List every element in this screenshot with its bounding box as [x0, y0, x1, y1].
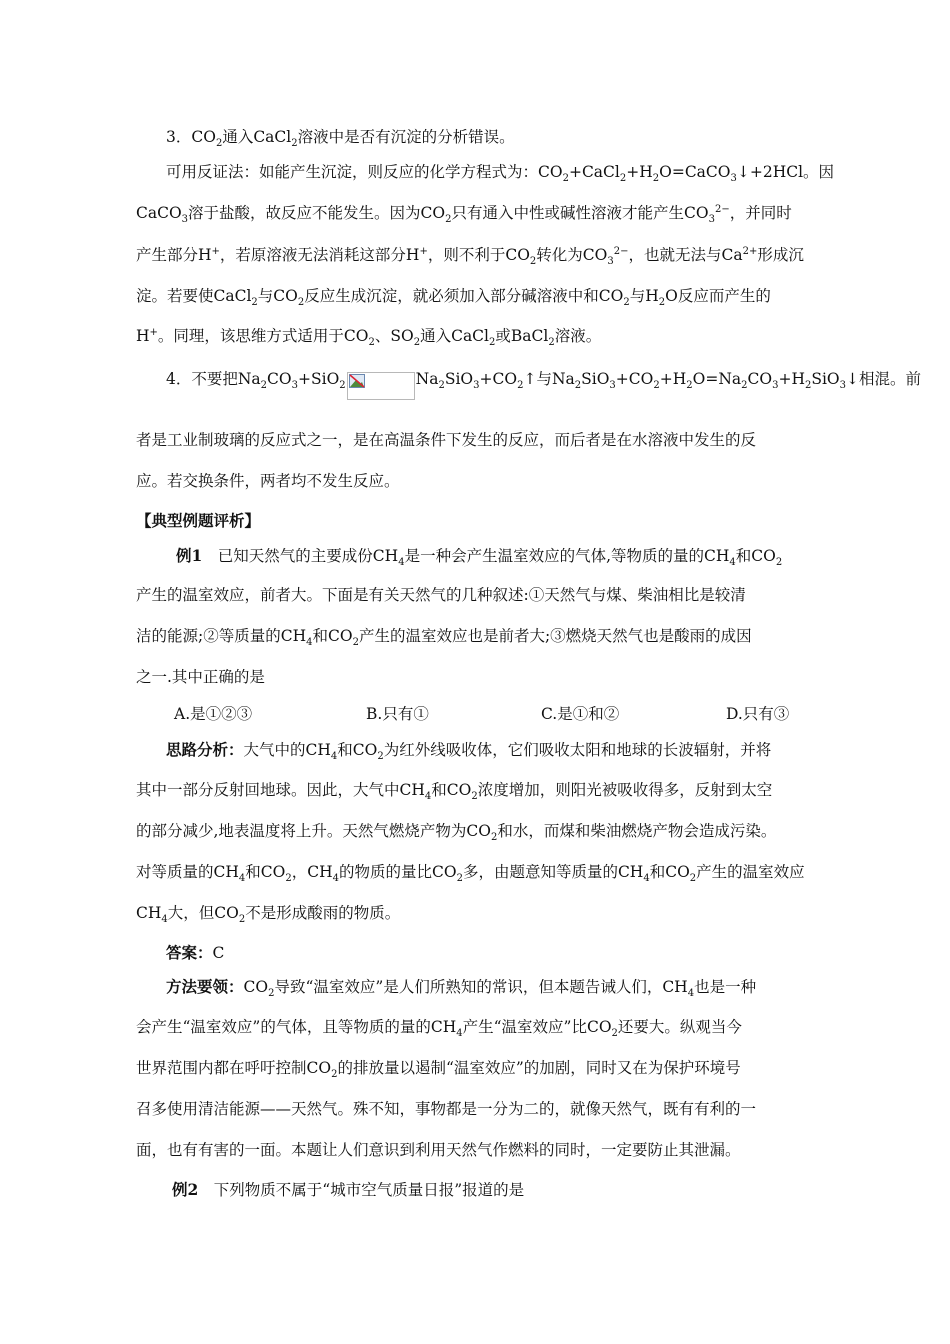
subscript: 2	[297, 297, 305, 309]
subscript: 3	[708, 214, 715, 226]
subscript: 2	[611, 1028, 618, 1040]
subscript: 4	[238, 873, 246, 885]
text-segment: +SiO	[298, 370, 340, 388]
method-line3	[136, 1058, 816, 1079]
subscript: 2	[489, 337, 496, 349]
subscript: 4	[306, 637, 313, 649]
subscript: 3	[839, 380, 847, 392]
analysis-line2	[136, 780, 816, 801]
subscript: 2	[491, 832, 498, 844]
text-segment: 导致“温室效应”是人们所熟知的常识，但本题告诫人们，CH	[274, 978, 688, 996]
text-segment: 的排放量以遏制“温室效应”的加剧，同时又在为保护环境号	[337, 1059, 741, 1077]
item4-line3: 应。若交换条件，两者均不发生反应。	[136, 472, 400, 490]
subscript: 2	[658, 297, 666, 309]
text-segment: 产生“温室效应”比CO	[462, 1018, 612, 1036]
text-segment: 大，但CO	[167, 904, 239, 922]
example2-label: 例2	[172, 1180, 199, 1199]
text-segment: 为红外线吸收体，它们吸收太阳和地球的长波辐射，并将	[383, 741, 772, 759]
subscript: 2	[689, 873, 697, 885]
superscript: +	[149, 326, 158, 338]
item3-line5	[136, 326, 816, 347]
subscript: 2	[471, 791, 478, 803]
subscript: 4	[424, 791, 432, 803]
text-segment: 可用反证法：如能产生沉淀，则反应的化学方程式为：CO	[166, 163, 563, 181]
subscript: 4	[729, 557, 736, 569]
text-segment: 和水，而煤和柴油燃烧产物会造成污染。	[497, 822, 777, 840]
text-segment: 是一种会产生温室效应的气体,等物质的量的CH	[404, 547, 730, 565]
text-segment: SiO	[811, 370, 840, 388]
typical-examples-heading: 【典型例题评析】	[136, 511, 261, 530]
text-segment: +CaCl	[568, 163, 620, 181]
text-segment: 洁的能源;②等质量的CH	[136, 627, 307, 645]
option-a: A.是①②③	[174, 705, 253, 723]
example1-line2: 产生的温室效应，前者大。下面是有关天然气的几种叙述:①天然气与煤、柴油相比是较清	[136, 586, 746, 604]
text-segment: 的物质的量比CO	[338, 863, 457, 881]
text-segment: 形成沉	[757, 246, 804, 264]
subscript: 2	[456, 873, 463, 885]
item3-line3	[136, 245, 816, 266]
text-segment: 和CO	[431, 781, 472, 799]
text-segment: 转化为CO	[536, 246, 608, 264]
option-c: C.是①和②	[541, 705, 620, 723]
text-segment: Na	[415, 370, 439, 388]
subscript: 2	[652, 173, 660, 185]
text-segment: ↑与Na	[523, 370, 575, 388]
subscript: 3	[473, 380, 480, 392]
option-b: B.只有①	[366, 705, 429, 723]
superscript: +	[211, 245, 220, 257]
subscript: 2	[686, 380, 693, 392]
subscript: 4	[398, 557, 405, 569]
text-segment: +CO	[479, 370, 518, 388]
text-segment: 只有通入中性或碱性溶液才能产生CO	[451, 204, 709, 222]
text-segment: 、SO	[374, 327, 414, 345]
text-segment: 溶液中是否有沉淀的分析错误。	[297, 128, 515, 146]
subscript: 4	[687, 988, 695, 1000]
text-segment: +H	[626, 163, 653, 181]
text-segment: ，则不利于CO	[427, 246, 530, 264]
text-segment: SiO	[581, 370, 610, 388]
text-segment: 淀。若要使CaCl	[136, 287, 252, 305]
text-segment: 和CO	[312, 627, 353, 645]
item3-line2	[136, 203, 816, 224]
text-segment: 通入CaCl	[222, 128, 292, 146]
subscript: 2	[291, 138, 298, 150]
superscript: +	[419, 245, 428, 257]
subscript: 2	[517, 380, 524, 392]
method-line5: 面，也有有害的一面。本题让人们意识到利用天然气作燃料的同时，一定要防止其泄漏。	[136, 1141, 741, 1159]
subscript: 4	[332, 873, 339, 885]
text-segment: CO	[243, 978, 269, 996]
text-segment: +CO	[615, 370, 654, 388]
subscript: 3	[772, 380, 779, 392]
method-line2	[136, 1017, 816, 1038]
item4-line2: 者是工业制玻璃的反应式之一，是在高温条件下发生的反应，而后者是在水溶液中发生的反	[136, 431, 757, 449]
analysis-line1	[166, 739, 846, 761]
text-segment: 已知天然气的主要成份CH	[202, 547, 399, 565]
superscript: 2+	[742, 245, 758, 257]
broken-image-placeholder	[347, 372, 415, 400]
subscript: 4	[330, 751, 338, 763]
text-segment: ，并同时	[729, 204, 792, 222]
subscript: 3	[181, 214, 189, 226]
method-line4: 召多使用清洁能源——天然气。殊不知，事物都是一分为二的，就像天然气，既有有利的一	[136, 1100, 757, 1118]
subscript: 2	[260, 380, 268, 392]
subscript: 2	[251, 297, 258, 309]
text-segment: SiO	[444, 370, 474, 388]
subscript: 2	[804, 380, 812, 392]
subscript: 2	[352, 637, 359, 649]
subscript: 2	[548, 337, 555, 349]
text-segment: O反应而产生的	[665, 287, 771, 305]
text-segment: O=CaCO	[659, 163, 731, 181]
example2-text: 下列物质不属于“城市空气质量日报”报道的是	[198, 1181, 525, 1199]
text-segment: +H	[659, 370, 687, 388]
analysis-line1-text	[243, 741, 772, 763]
text-segment: 和CO	[649, 863, 690, 881]
text-segment: 世界范围内都在呼吁控制CO	[136, 1059, 332, 1077]
text-segment: 与CO	[257, 287, 298, 305]
subscript: 2	[377, 751, 384, 763]
text-segment: 不是形成酸雨的物质。	[245, 904, 401, 922]
subscript: 2	[529, 256, 537, 268]
item3-title	[166, 127, 846, 148]
subscript: 2	[285, 873, 292, 885]
subscript: 4	[456, 1028, 463, 1040]
method-line1	[166, 976, 846, 998]
subscript: 3	[730, 173, 737, 185]
text-segment: CO	[267, 370, 292, 388]
text-segment: 大气中的CH	[243, 741, 331, 759]
text-segment: 。同理，该思维方式适用于CO	[157, 327, 369, 345]
subscript: 2	[268, 988, 275, 1000]
subscript: 2	[445, 214, 452, 226]
subscript: 2	[574, 380, 582, 392]
text-segment: 浓度增加，则阳光被吸收得多，反射到太空	[477, 781, 773, 799]
subscript: 2	[331, 1069, 338, 1081]
text-segment: CO	[747, 370, 773, 388]
subscript: 2	[619, 173, 627, 185]
subscript: 2	[368, 337, 375, 349]
subscript: 2	[562, 173, 569, 185]
superscript: 2−	[613, 245, 629, 257]
item4-line1-pre	[166, 370, 346, 392]
subscript: 2	[339, 380, 346, 392]
text-segment: 和CO	[337, 741, 378, 759]
text-segment: 其中一部分反射回地球。因此，大气中CH	[136, 781, 425, 799]
item4-line1	[166, 366, 922, 394]
text-segment: H	[136, 327, 150, 345]
text-segment: O=Na	[692, 370, 742, 388]
subscript: 2	[775, 557, 783, 569]
text-segment: ，若原溶液无法消耗这部分H	[219, 246, 420, 264]
text-segment: 或BaCl	[495, 327, 549, 345]
subscript: 2	[438, 380, 445, 392]
text-segment: 和CO	[735, 547, 776, 565]
text-segment: CH	[136, 904, 162, 922]
text-segment: +H	[778, 370, 805, 388]
text-segment: ，也就无法与Ca	[628, 246, 743, 264]
subscript: 2	[238, 914, 246, 926]
text-segment: 产生的温室效应	[696, 863, 805, 881]
text-segment: 4．不要把Na	[166, 370, 261, 388]
subscript: 3	[607, 256, 614, 268]
subscript: 3	[291, 380, 298, 392]
item3-line4	[136, 286, 816, 307]
answer-label: 答案：	[166, 943, 213, 962]
superscript: 2−	[714, 203, 730, 215]
text-segment: 溶于盐酸，故反应不能发生。因为CO	[188, 204, 446, 222]
example1-line3	[136, 626, 816, 647]
text-segment: ，CH	[291, 863, 333, 881]
text-segment: 3．CO	[166, 128, 216, 146]
text-segment: 产生部分H	[136, 246, 212, 264]
answer-value: C	[212, 944, 225, 962]
text-segment: 对等质量的CH	[136, 863, 239, 881]
analysis-label: 思路分析：	[166, 740, 244, 759]
subscript: 2	[215, 138, 223, 150]
subscript: 4	[161, 914, 168, 926]
text-segment: 的部分减少,地表温度将上升。天然气燃烧产物为CO	[136, 822, 491, 840]
text-segment: ↓相混。前	[846, 370, 922, 388]
subscript: 2	[413, 337, 421, 349]
method-line1-text	[243, 978, 757, 1000]
text-segment: CaCO	[136, 204, 182, 222]
analysis-line5	[136, 903, 816, 924]
answer-line	[166, 942, 846, 964]
text-segment: 反应生成沉淀，就必须加入部分碱溶液中和CO	[304, 287, 624, 305]
example1-line1-text	[202, 547, 783, 569]
subscript: 2	[623, 297, 630, 309]
subscript: 2	[653, 380, 660, 392]
text-segment: 产生的温室效应也是前者大;③燃烧天然气也是酸雨的成因	[358, 627, 752, 645]
subscript: 2	[741, 380, 748, 392]
item4-line1-post	[415, 370, 922, 392]
example2-line	[172, 1179, 852, 1201]
text-segment: 通入CaCl	[420, 327, 489, 345]
text-segment: 会产生“温室效应”的气体，且等物质的量的CH	[136, 1018, 457, 1036]
text-segment: 还要大。纵观当今	[617, 1018, 742, 1036]
text-segment: ↓+2HCl。因	[736, 163, 835, 181]
text-segment: 和CO	[245, 863, 286, 881]
example1-line4: 之一.其中正确的是	[136, 668, 265, 686]
item3-line1	[166, 162, 846, 183]
analysis-line3	[136, 821, 816, 842]
text-segment: 也是一种	[694, 978, 757, 996]
text-segment: 溶液。	[554, 327, 602, 345]
image-icon	[349, 374, 365, 388]
analysis-line4	[136, 862, 816, 883]
option-d: D.只有③	[726, 705, 790, 723]
text-segment: 与H	[629, 287, 659, 305]
subscript: 4	[643, 873, 650, 885]
text-segment: 多，由题意知等质量的CH	[462, 863, 644, 881]
method-label: 方法要领：	[166, 977, 244, 996]
example1-label: 例1	[176, 546, 203, 565]
subscript: 3	[609, 380, 616, 392]
example1-line1	[176, 545, 856, 567]
